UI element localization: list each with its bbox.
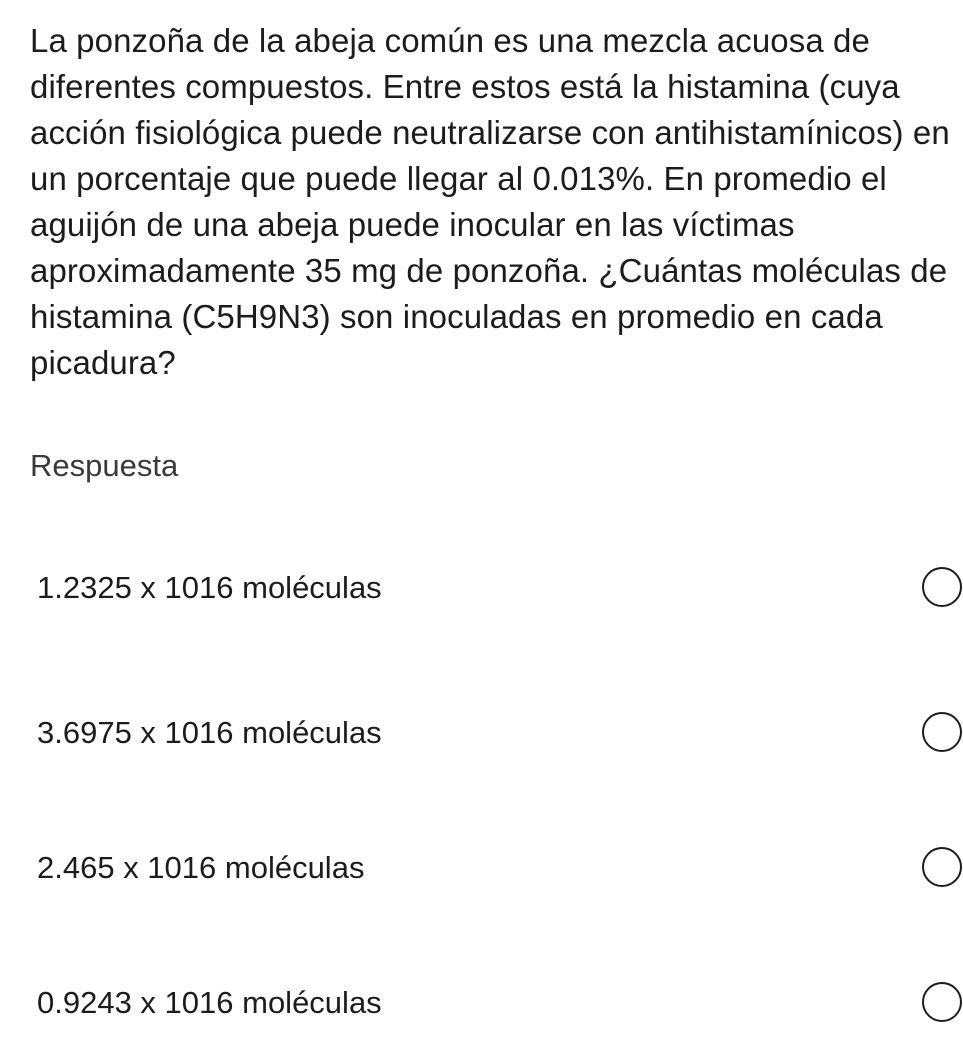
question-text: La ponzoña de la abeja común es una mezcla acuosa de diferentes compuestos. Entre estos está la histamina (cuya acción fisiológica puede neutralizarse con antihistamínicos) en un porcentaje que puede llegar al 0.013%. En promedio el aguijón de una abeja puede inocular en las víctimas aproximadamente 35 mg de ponzoña. ¿Cuántas moléculas de histamina (C5H9N3) son inoculadas en promedio en cada picadura? [30,22,950,381]
answer-option-3-label: 2.465 x 1016 moléculas [37,850,365,885]
answer-option-2-label: 3.6975 x 1016 moléculas [37,715,382,750]
radio-button-option-3[interactable] [922,847,962,887]
answer-option-1-label: 1.2325 x 1016 moléculas [37,570,382,605]
radio-button-option-4[interactable] [922,982,962,1022]
answer-heading: Respuesta [30,448,179,483]
answer-option-1[interactable] [0,558,963,618]
radio-button-option-1[interactable] [922,567,962,607]
answer-option-3[interactable] [0,838,963,898]
answer-option-4-label: 0.9243 x 1016 moléculas [37,985,382,1020]
answer-option-4[interactable] [0,973,963,1033]
radio-button-option-2[interactable] [922,712,962,752]
answer-option-2[interactable] [0,703,963,763]
